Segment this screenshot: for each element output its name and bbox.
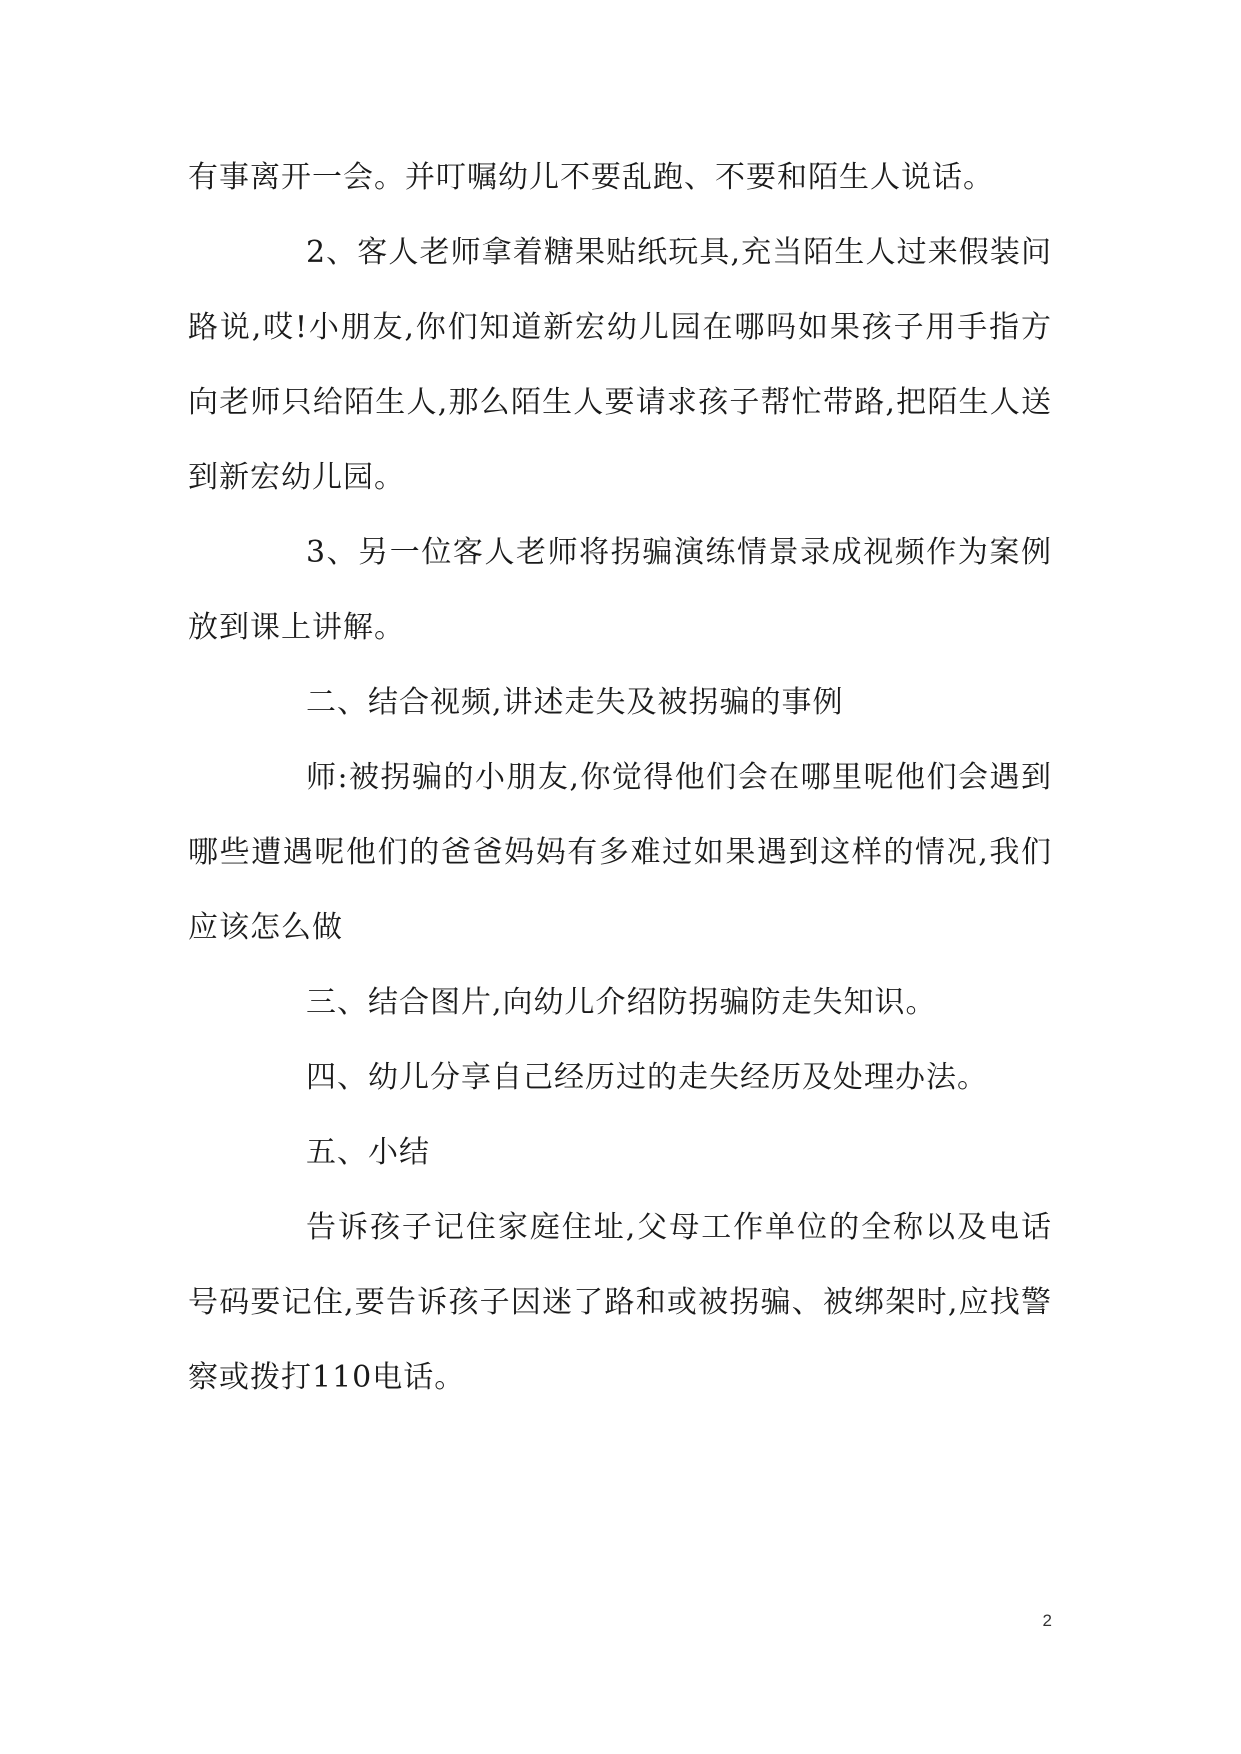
paragraph-step-3: 3、另一位客人老师将拐骗演练情景录成视频作为案例放到课上讲解。 (188, 535, 1052, 645)
paragraph-teacher-question: 师:被拐骗的小朋友,你觉得他们会在哪里呢他们会遇到哪些遭遇呢他们的爸爸妈妈有多难过如果遇到这样的情况,我们应该怎么做 (188, 760, 1052, 945)
paragraph-continuation: 有事离开一会。并叮嘱幼儿不要乱跑、不要和陌生人说话。 (188, 160, 994, 195)
page-number: 2 (1042, 1611, 1052, 1630)
section-heading-3: 三、结合图片,向幼儿介绍防拐骗防走失知识。 (306, 985, 937, 1020)
paragraph-summary: 告诉孩子记住家庭住址,父母工作单位的全称以及电话号码要记住,要告诉孩子因迷了路和或被拐骗、被绑架时,应找警察或拨打110电话。 (188, 1210, 1052, 1395)
section-heading-4: 四、幼儿分享自己经历过的走失经历及处理办法。 (306, 1060, 988, 1095)
document-body (188, 140, 1052, 1415)
section-heading-5: 五、小结 (306, 1135, 430, 1170)
paragraph-step-2: 2、客人老师拿着糖果贴纸玩具,充当陌生人过来假装问路说,哎!小朋友,你们知道新宏幼儿园在哪吗如果孩子用手指方向老师只给陌生人,那么陌生人要请求孩子帮忙带路,把陌生人送到新宏幼儿园。 (188, 235, 1052, 495)
section-heading-2: 二、结合视频,讲述走失及被拐骗的事例 (306, 685, 844, 720)
